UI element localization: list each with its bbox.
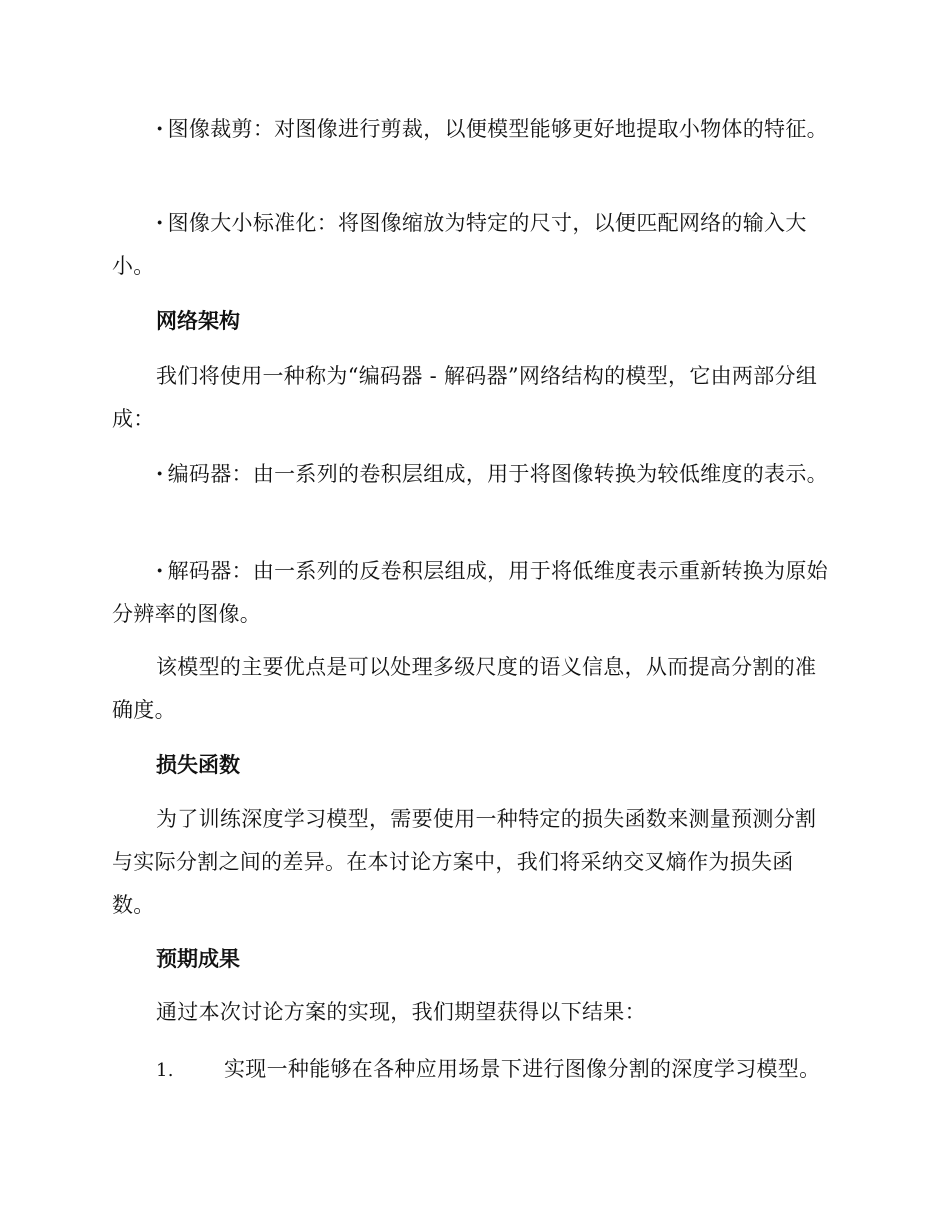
bullet-image-resize	[112, 201, 832, 288]
bullet-decoder-text: 解码器：由一系列的反卷积层组成，用于将低维度表示重新转换为原始分辨率的图像。	[112, 559, 828, 626]
bullet-encoder	[112, 452, 832, 496]
paragraph-network-text: 我们将使用一种称为“编码器 - 解码器”网络结构的模型，它由两部分组成：	[112, 364, 818, 431]
paragraph-results	[112, 991, 832, 1034]
bullet-dot: ·	[156, 558, 164, 583]
bullet-image-crop	[112, 107, 832, 151]
list-number: 1.	[156, 1060, 174, 1081]
paragraph-advantage	[112, 646, 832, 732]
paragraph-results-text: 通过本次讨论方案的实现，我们期望获得以下结果：	[156, 1000, 646, 1024]
paragraph-loss	[112, 798, 832, 927]
bullet-encoder-text: 编码器：由一系列的卷积层组成，用于将图像转换为较低维度的表示。	[167, 462, 828, 486]
paragraph-advantage-text: 该模型的主要优点是可以处理多级尺度的语义信息，从而提高分割的准确度。	[112, 655, 817, 722]
paragraph-network	[112, 355, 832, 441]
bullet-image-resize-text: 图像大小标准化：将图像缩放为特定的尺寸，以便匹配网络的输入大小。	[112, 211, 807, 278]
heading-loss-function: 损失函数	[156, 753, 240, 777]
bullet-dot: ·	[156, 210, 164, 235]
heading-network-architecture: 网络架构	[156, 309, 240, 333]
bullet-dot: ·	[156, 461, 164, 486]
paragraph-loss-text: 为了训练深度学习模型，需要使用一种特定的损失函数来测量预测分割与实际分割之间的差异。在本讨论方案中，我们将采纳交叉熵作为损失函数。	[112, 807, 817, 917]
numbered-list-item-1	[156, 1054, 820, 1086]
list-item-text: 实现一种能够在各种应用场景下进行图像分割的深度学习模型。	[224, 1057, 821, 1081]
bullet-image-crop-text: 图像裁剪：对图像进行剪裁，以便模型能够更好地提取小物体的特征。	[167, 117, 828, 141]
bullet-dot: ·	[156, 116, 164, 141]
bullet-decoder	[112, 549, 832, 636]
heading-expected-results: 预期成果	[156, 947, 240, 971]
